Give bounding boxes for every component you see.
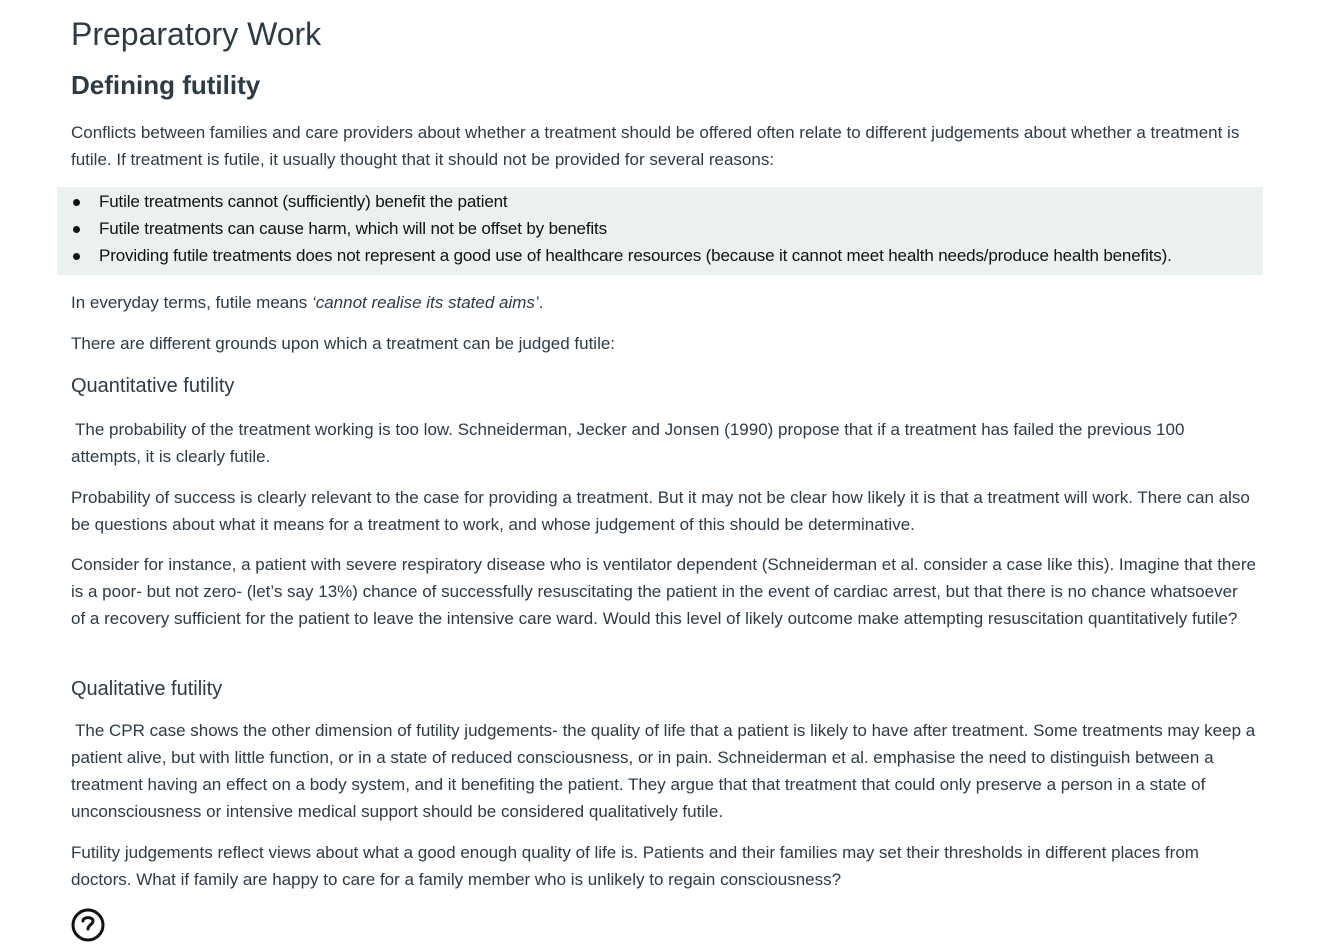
list-item <box>57 188 1263 215</box>
qualitative-paragraph-1: The CPR case shows the other dimension of futility judgements- the quality of life that a patient is likely to have after treatment. Some treatments may keep a patient alive, but with little function, or in a state of reduced consciousness, or in pain. Schneiderman et al. emphasise the need to distinguish between a treatment having an effect on a body system, and it benefiting the patient. They argue that that treatment that could only preserve a person in a state of unconsciousness or intensive medical support should be considered qualitatively futile. <box>71 721 1256 821</box>
everyday-suffix: . <box>538 293 544 312</box>
intro-paragraph: Conflicts between families and care providers about whether a treatment should be offered often relate to different judgements about whether a treatment is futile. If treatment is futile, it usually thought that it should not be provided for several reasons: <box>71 123 1240 169</box>
reasons-callout <box>57 187 1263 275</box>
list-item-text: Futile treatments cannot (sufficiently) benefit the patient <box>99 192 508 211</box>
list-item <box>57 215 1263 242</box>
bullet-icon <box>73 199 80 206</box>
page-title: Preparatory Work <box>71 16 322 52</box>
quantitative-paragraph-1: The probability of the treatment working is too low. Schneiderman, Jecker and Jonsen (1990) propose that if a treatment has failed the previous 100 attempts, it is clearly futile. <box>71 420 1185 466</box>
everyday-emphasis: ‘cannot realise its stated aims’ <box>311 293 539 312</box>
question-circle-icon-graphic <box>71 908 105 942</box>
quantitative-paragraph-2: Probability of success is clearly relevant to the case for providing a treatment. But it may not be clear how likely it is that a treatment will work. There can also be questions about what it means for a treatment to work, and whose judgement of this should be determinative. <box>71 488 1250 534</box>
quantitative-heading: Quantitative futility <box>71 375 235 397</box>
everyday-prefix: In everyday terms, futile means <box>71 293 312 312</box>
bullet-icon <box>73 253 80 260</box>
list-item-text: Providing futile treatments does not represent a good use of healthcare resources (because it cannot meet health needs/produce health benefits). <box>99 246 1172 265</box>
qualitative-heading: Qualitative futility <box>71 678 223 700</box>
quantitative-paragraph-3: Consider for instance, a patient with severe respiratory disease who is ventilator dependent (Schneiderman et al. consider a case like this). Imagine that there is a poor- but not zero- (let’s say 13%) chance of successfully resuscitating the patient in the event of cardiac arrest, but that there is no chance whatsoever of a recovery sufficient for the patient to leave the intensive care ward. Would this level of likely outcome make attempting resuscitation quantitatively futile? <box>71 555 1256 628</box>
grounds-paragraph: There are different grounds upon which a treatment can be judged futile: <box>71 334 616 353</box>
bullet-icon <box>73 226 80 233</box>
section-title: Defining futility <box>71 70 261 100</box>
qualitative-paragraph-2: Futility judgements reflect views about what a good enough quality of life is. Patients and their families may set their thresholds in different places from doctors. What if family are happy to care for a family member who is unlikely to regain consciousness? <box>71 843 1199 889</box>
question-circle-icon[interactable] <box>71 908 105 942</box>
list-item-text: Futile treatments can cause harm, which will not be offset by benefits <box>99 219 607 238</box>
list-item <box>57 242 1263 269</box>
everyday-definition <box>71 289 1256 316</box>
